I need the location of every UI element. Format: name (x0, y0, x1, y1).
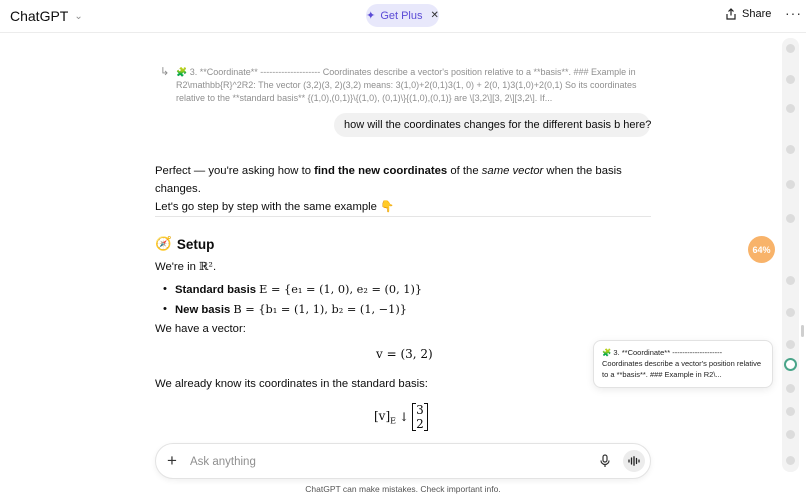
sparkle-icon: ✦ (366, 10, 376, 22)
prompt-input[interactable] (190, 453, 580, 471)
top-bar (0, 0, 806, 33)
new-basis-label: New basis (175, 304, 231, 316)
standard-basis-math: E = {e₁ = (1, 0), e₂ = (0, 1)} (259, 283, 423, 296)
rail-marker[interactable] (786, 430, 795, 439)
rail-marker[interactable] (786, 104, 795, 113)
r2-symbol: ℝ² (199, 260, 213, 273)
matrix-entry: 2 (416, 417, 424, 431)
rail-marker[interactable] (786, 145, 795, 154)
quoted-reference[interactable] (160, 66, 650, 105)
assistant-intro (155, 162, 655, 216)
get-plus-label: Get Plus (380, 9, 423, 22)
intro-text-end: when the basis changes. (155, 165, 622, 195)
composer (155, 443, 651, 479)
more-icon[interactable]: ··· (785, 5, 802, 21)
voice-mode-button[interactable] (623, 450, 645, 472)
intro-italic: same vector (481, 165, 544, 177)
new-basis-math: B = {b₁ = (1, 1), b₂ = (1, −1)} (233, 303, 407, 316)
intro-text-mid: of the (447, 165, 482, 177)
matrix-entry: 3 (416, 403, 424, 417)
list-item (163, 280, 422, 300)
model-selector[interactable] (10, 8, 83, 24)
were-in-text: We're in (155, 261, 200, 273)
coord-lhs: $[v]_E$ (374, 408, 396, 426)
user-message: how will the coordinates changes for the different basis b here? (334, 113, 650, 137)
were-in-end: . (212, 261, 217, 273)
setup-heading (155, 236, 214, 252)
intro-bold: find the new coordinates (314, 165, 448, 177)
get-plus-button[interactable] (366, 4, 439, 27)
intro-text: Perfect — you're asking how to (155, 165, 315, 177)
coord-matrix (412, 403, 428, 431)
share-icon (725, 8, 737, 20)
rail-marker[interactable] (786, 44, 795, 53)
vector-equation: v = (3, 2) (376, 347, 433, 361)
coord-arrow: ↓ (399, 410, 410, 424)
rail-marker-active[interactable] (784, 358, 797, 371)
rail-marker[interactable] (786, 340, 795, 349)
have-vector-text: We have a vector: (155, 323, 246, 335)
were-in-line (155, 258, 655, 276)
already-know-text: We already know its coordinates in the standard basis: (155, 378, 428, 390)
share-label: Share (742, 8, 772, 20)
plus-icon[interactable]: + (167, 451, 177, 470)
chevron-down-icon: ⌄ (74, 10, 83, 22)
app-title: ChatGPT (10, 8, 69, 24)
rail-marker[interactable] (786, 180, 795, 189)
compass-icon: 🧭 (155, 236, 172, 251)
rail-marker[interactable] (786, 276, 795, 285)
standard-basis-label: Standard basis (175, 284, 256, 296)
basis-list (163, 280, 422, 320)
disclaimer: ChatGPT can make mistakes. Check important info. (305, 484, 501, 494)
setup-heading-text: Setup (176, 236, 215, 252)
coord-sub: E (390, 416, 396, 426)
scrollbar-thumb[interactable] (801, 325, 804, 337)
mic-icon[interactable] (599, 454, 611, 468)
rail-marker[interactable] (786, 384, 795, 393)
reference-tooltip: 🧩 3. **Coordinate** -------------------- Coordinates describe a vector's position relative to a **basis**. ### Example in R2\... (593, 340, 773, 388)
voice-mode-icon (628, 456, 640, 466)
rail-marker[interactable] (786, 308, 795, 317)
rail-marker[interactable] (786, 407, 795, 416)
divider (155, 216, 651, 217)
rail-marker[interactable] (786, 214, 795, 223)
intro-line2: Let's go step by step with the same example 👇 (155, 201, 395, 213)
progress-badge[interactable]: 64% (748, 236, 775, 263)
coordinate-equation (374, 403, 428, 431)
rail-marker[interactable] (786, 75, 795, 84)
reply-arrow-icon: ↳ (160, 66, 170, 78)
rail-marker[interactable] (786, 456, 795, 465)
list-item (163, 300, 422, 320)
quoted-text: 🧩 3. **Coordinate** -------------------- Coordinates describe a vector's position relative to a **basis**. ### Example in R2\mathbb{R}^2R2: The vector (3,2)(3, 2)(3,2) means: 3(1,0)+2(0,1)3(1, 0) + 2(0, 1)3(1,0)+2(0,1) So its coordinates relative to the **standard basis** {(1,0),(0,1)}\{(1,0), (0,1)\}{(1,0),(0,1)} are \[3,2\][3, 2\][3,2\]. If... (176, 67, 637, 103)
close-icon[interactable]: ✕ (430, 10, 439, 21)
share-button[interactable] (725, 8, 771, 20)
